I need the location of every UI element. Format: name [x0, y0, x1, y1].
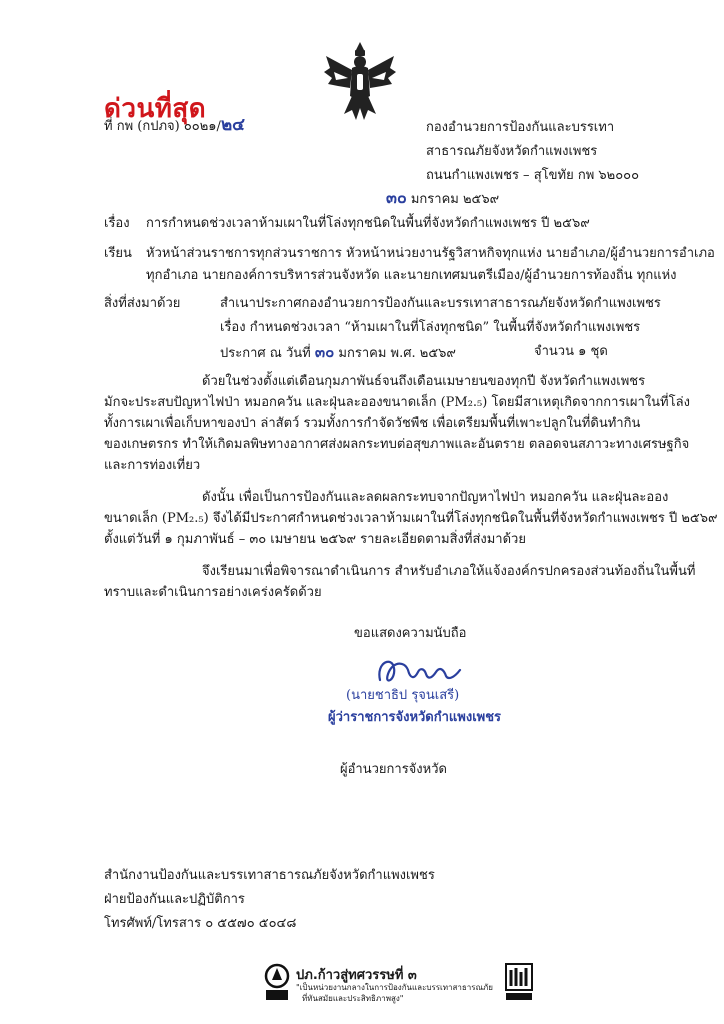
document-date [386, 190, 499, 208]
signature-icon [374, 650, 464, 692]
para1-line-5: และการท่องเที่ยว [104, 458, 201, 473]
footer-sub-1: "เป็นหน่วยงานกลางในการป้องกันและบรรเทาสาธารณภัย [296, 983, 493, 992]
to-line-2: ทุกอำเภอ นายกองค์การบริหารส่วนจังหวัด และนายกเทศมนตรีเมือง/ผู้อำนวยการท้องถิ่น ทุกแห่ง [146, 268, 677, 283]
urgency-stamp: ด่วนที่สุด [104, 94, 207, 124]
footer-title: ปภ.ก้าวสู่ทศวรรษที่ ๓ [296, 968, 417, 983]
subject-text: การกำหนดช่วงเวลาห้ามเผาในที่โล่งทุกชนิดในพื้นที่จังหวัดกำแพงเพชร ปี ๒๕๖๙ [146, 216, 590, 231]
para3-line-2: ทราบและดำเนินการอย่างเคร่งครัดด้วย [104, 585, 322, 600]
enclosure-date-day: ๓๐ [314, 343, 335, 361]
para1-line-1: ด้วยในช่วงตั้งแต่เดือนกุมภาพันธ์จนถึงเดือนเมษายนของทุกปี จังหวัดกำแพงเพชร [202, 374, 646, 389]
garuda-emblem-icon [322, 38, 398, 124]
reference-number: ๒๔ [220, 115, 246, 135]
para2-line-3: ตั้งแต่วันที่ ๑ กุมภาพันธ์ – ๓๐ เมษายน ๒๕๖๙ รายละเอียดตามสิ่งที่ส่งมาด้วย [104, 532, 526, 547]
para3-line-1: จึงเรียนมาเพื่อพิจารณาดำเนินการ สำหรับอำเภอให้แจ้งองค์กรปกครองส่วนท้องถิ่นในพื้นที่ [202, 564, 696, 579]
sender-line-3: ถนนกำแพงเพชร – สุโขทัย กพ ๖๒๐๐๐ [426, 168, 640, 183]
to-label: เรียน [104, 246, 132, 261]
signer-title: ผู้ว่าราชการจังหวัดกำแพงเพชร [328, 710, 502, 725]
enclosure-line-1: สำเนาประกาศกองอำนวยการป้องกันและบรรเทาสาธารณภัยจังหวัดกำแพงเพชร [220, 296, 661, 311]
date-month-year: มกราคม ๒๕๖๙ [410, 192, 500, 207]
signer-name: (นายชาธิป รุจนเสรี) [346, 688, 460, 703]
signer-role: ผู้อำนวยการจังหวัด [340, 762, 447, 777]
enclosure-line-3 [220, 344, 456, 362]
enclosure-label: สิ่งที่ส่งมาด้วย [104, 296, 181, 311]
to-line-1: หัวหน้าส่วนราชการทุกส่วนราชการ หัวหน้าหน่วยงานรัฐวิสาหกิจทุกแห่ง นายอำเภอ/ผู้อำนวยการอำเภอ [146, 246, 715, 261]
enclosure-line-2: เรื่อง กำหนดช่วงเวลา “ห้ามเผาในที่โล่งทุกชนิด” ในพื้นที่จังหวัดกำแพงเพชร [220, 320, 641, 335]
reference-prefix: ที่ กพ (กปภจ) ๐๐๒๑/ [104, 119, 221, 134]
sender-line-1: กองอำนวยการป้องกันและบรรเทา [426, 120, 615, 135]
date-day: ๓๐ [386, 188, 407, 207]
sender-line-2: สาธารณภัยจังหวัดกำแพงเพชร [426, 144, 598, 159]
para2-line-1: ดังนั้น เพื่อเป็นการป้องกันและลดผลกระทบจากปัญหาไฟป่า หมอกควัน และฝุ่นละออง [202, 490, 669, 505]
office-line-1: สำนักงานป้องกันและบรรเทาสาธารณภัยจังหวัดกำแพงเพชร [104, 868, 435, 883]
ddpm-anniversary-logo-icon [504, 962, 534, 1002]
office-line-2: ฝ่ายป้องกันและปฏิบัติการ [104, 892, 245, 907]
para1-line-3: ทั้งการเผาเพื่อเก็บหาของป่า ล่าสัตว์ รวมทั้งการกำจัดวัชพืช เพื่อเตรียมพื้นที่เพาะปลูกในที่ดินทำกิน [104, 416, 641, 431]
subject-label: เรื่อง [104, 216, 130, 231]
closing: ขอแสดงความนับถือ [354, 626, 467, 641]
enclosure-quantity: จำนวน ๑ ชุด [534, 344, 608, 359]
enclosure-date-suffix: มกราคม พ.ศ. ๒๕๖๙ [334, 346, 456, 361]
para1-line-2: มักจะประสบปัญหาไฟป่า หมอกควัน และฝุ่นละอองขนาดเล็ก (PM₂.₅) โดยมีสาเหตุเกิดจากการเผาในที่โล่ง [104, 395, 690, 410]
enclosure-date-prefix: ประกาศ ณ วันที่ [220, 346, 315, 361]
para2-line-2: ขนาดเล็ก (PM₂.₅) จึงได้มีประกาศกำหนดช่วงเวลาห้ามเผาในที่โล่งทุกชนิดในพื้นที่จังหวัดกำแพงเพชร ปี ๒๕๖๙ [104, 511, 718, 526]
reference-line [104, 117, 245, 135]
footer-sub-2: ที่ทันสมัยและประสิทธิภาพสูง" [302, 994, 404, 1003]
office-line-3: โทรศัพท์/โทรสาร ๐ ๕๕๗๐ ๕๐๔๘ [104, 916, 297, 931]
para1-line-4: ของเกษตรกร ทำให้เกิดมลพิษทางอากาศส่งผลกระทบต่อสุขภาพและอันตราย ตลอดจนสภาวะทางเศรษฐกิจ [104, 437, 690, 452]
ddpm-logo-icon [262, 962, 292, 1002]
